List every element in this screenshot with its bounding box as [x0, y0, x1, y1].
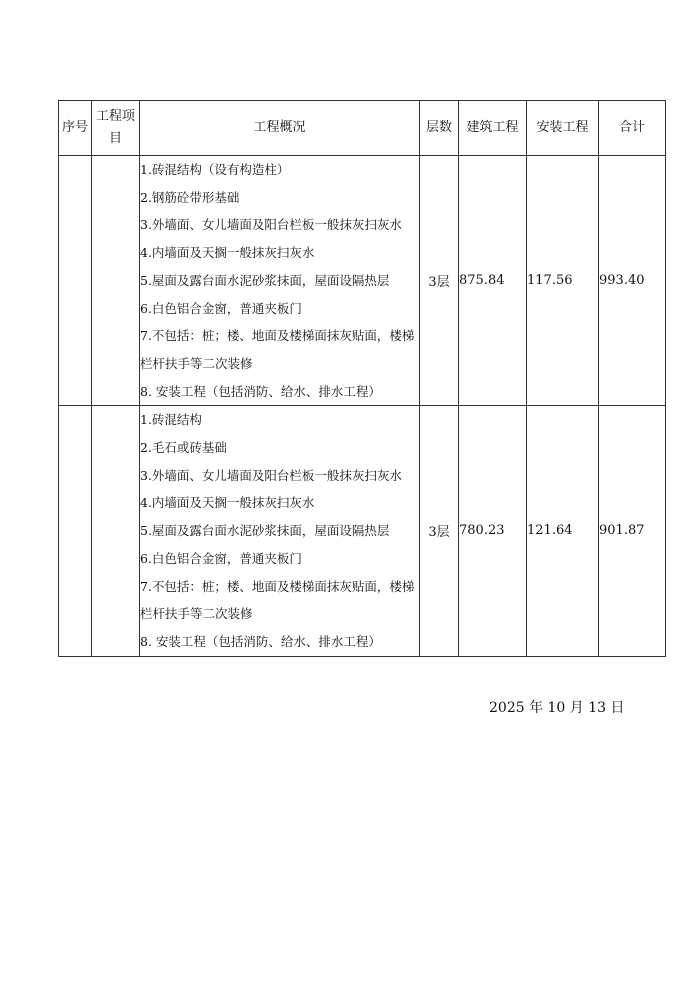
overview-item: 7.不包括：桩；楼、地面及楼梯面抹灰贴面，楼梯: [140, 328, 415, 344]
row-overview-cell: [140, 156, 420, 406]
row-floors-cell: 3层: [420, 156, 459, 406]
overview-item: 6.白色铝合金窗，普通夹板门: [140, 550, 302, 566]
overview-item: 1.砖混结构: [140, 412, 202, 428]
overview-item: 6.白色铝合金窗，普通夹板门: [140, 300, 302, 316]
row-total-cell: 993.40: [599, 156, 666, 406]
row-construction-cell: 780.23: [459, 406, 527, 656]
row-floors-cell: 3层: [420, 406, 459, 656]
row-overview-cell: [140, 406, 420, 656]
overview-item: 3.外墙面、女儿墙面及阳台栏板一般抹灰扫灰水: [140, 467, 402, 483]
table-row: [59, 406, 666, 656]
row-serial-cell: [59, 156, 92, 406]
overview-item: 5.屋面及露台面水泥砂浆抹面，屋面设隔热层: [140, 523, 390, 539]
row-project-cell: [92, 156, 140, 406]
overview-item: 栏杆扶手等二次装修: [140, 355, 253, 371]
overview-item: 8. 安装工程（包括消防、给水、排水工程）: [140, 633, 381, 649]
overview-item: 7.不包括：桩；楼、地面及楼梯面抹灰贴面，楼梯: [140, 578, 415, 594]
header-project: 工程项目: [92, 101, 140, 156]
header-overview: 工程概况: [140, 101, 420, 156]
overview-item: 栏杆扶手等二次装修: [140, 606, 253, 622]
row-construction-cell: 875.84: [459, 156, 527, 406]
header-floors: 层数: [420, 101, 459, 156]
overview-item: 5.屋面及露台面水泥砂浆抹面，屋面设隔热层: [140, 272, 390, 288]
overview-list: [140, 406, 419, 655]
cost-table: [58, 100, 666, 657]
overview-item: 4.内墙面及天搁一般抹灰扫灰水: [140, 495, 315, 511]
table-row: [59, 156, 666, 406]
header-total: 合计: [599, 101, 666, 156]
overview-item: 1.砖混结构（设有构造柱）: [140, 162, 290, 177]
row-total-cell: 901.87: [599, 406, 666, 656]
row-installation-cell: 121.64: [527, 406, 599, 656]
overview-item: 2.钢筋砼带形基础: [140, 189, 240, 205]
document-date: 2025 年 10 月 13 日: [489, 700, 625, 716]
overview-list: [140, 156, 419, 405]
row-serial-cell: [59, 406, 92, 656]
header-serial: 序号: [59, 101, 92, 156]
row-installation-cell: 117.56: [527, 156, 599, 406]
row-project-cell: [92, 406, 140, 656]
overview-item: 8. 安装工程（包括消防、给水、排水工程）: [140, 383, 381, 399]
overview-item: 3.外墙面、女儿墙面及阳台栏板一般抹灰扫灰水: [140, 217, 402, 233]
overview-item: 2.毛石或砖基础: [140, 440, 227, 456]
header-construction: 建筑工程: [459, 101, 527, 156]
overview-item: 4.内墙面及天搁一般抹灰扫灰水: [140, 245, 315, 261]
header-row: [59, 101, 666, 156]
header-installation: 安装工程: [527, 101, 599, 156]
